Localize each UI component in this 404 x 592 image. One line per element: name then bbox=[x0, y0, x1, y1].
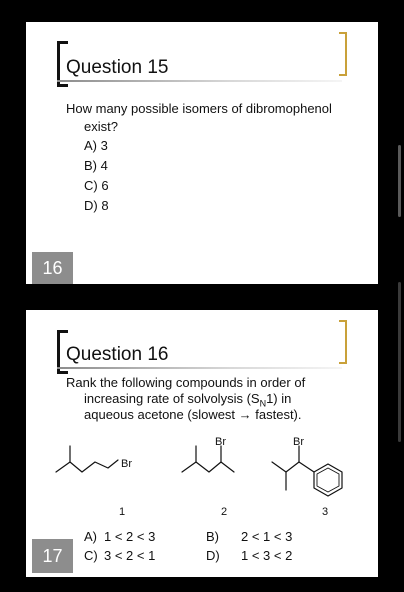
compound-3-skeleton bbox=[272, 462, 299, 472]
question-subscript: N bbox=[259, 398, 267, 409]
compound-1-br-label: Br bbox=[121, 458, 132, 470]
compound-2-number: 2 bbox=[221, 506, 228, 518]
question-text-post: 1) in bbox=[266, 391, 292, 406]
right-bracket bbox=[339, 320, 347, 364]
right-bracket bbox=[339, 32, 347, 76]
slide-number: 16 bbox=[32, 252, 73, 284]
question-text-line2: exist? bbox=[84, 119, 118, 134]
option-b-label: B) bbox=[206, 529, 219, 544]
slide-number: 17 bbox=[32, 539, 73, 573]
compound-1-number: 1 bbox=[119, 506, 126, 518]
option-b: B) 4 bbox=[84, 158, 108, 173]
slide-title: Question 16 bbox=[66, 344, 169, 365]
option-a-label: A) bbox=[84, 529, 97, 544]
compound-3-br-label: Br bbox=[293, 436, 304, 448]
compound-3-benzene-ring bbox=[314, 464, 342, 496]
question-text-line1: Rank the following compounds in order of bbox=[66, 375, 306, 390]
slide-question-15 bbox=[26, 22, 378, 284]
compound-3-benzene-inner bbox=[317, 468, 339, 492]
option-c: C) 6 bbox=[84, 178, 109, 193]
option-d-value: 1 < 3 < 2 bbox=[241, 548, 293, 563]
title-underline bbox=[57, 80, 342, 82]
compound-2-br-label: Br bbox=[215, 436, 226, 448]
compound-3-phenyl-bond bbox=[299, 462, 314, 472]
question-text-pre: increasing rate of solvolysis (S bbox=[84, 391, 260, 406]
option-b-value: 2 < 1 < 3 bbox=[241, 529, 293, 544]
compound-1-skeleton bbox=[56, 460, 118, 472]
question-text-line3: aqueous acetone (slowest → fastest). bbox=[84, 407, 302, 422]
compound-structures bbox=[66, 434, 366, 529]
option-a: A) 3 bbox=[84, 138, 108, 153]
scrollbar-thumb[interactable] bbox=[398, 145, 401, 217]
slide-title: Question 15 bbox=[66, 57, 169, 78]
title-underline bbox=[57, 367, 342, 369]
slide-question-16 bbox=[26, 310, 378, 577]
option-d-label: D) bbox=[206, 548, 220, 563]
option-d: D) 8 bbox=[84, 198, 109, 213]
compound-2-skeleton bbox=[182, 462, 234, 472]
compound-3-number: 3 bbox=[322, 506, 329, 518]
question-text-line1: How many possible isomers of dibromophenol bbox=[66, 101, 332, 116]
scrollbar-track[interactable] bbox=[398, 282, 401, 442]
option-c-value: 3 < 2 < 1 bbox=[104, 548, 156, 563]
option-a-value: 1 < 2 < 3 bbox=[104, 529, 156, 544]
structures-drawing bbox=[66, 434, 366, 524]
option-c-label: C) bbox=[84, 548, 98, 563]
